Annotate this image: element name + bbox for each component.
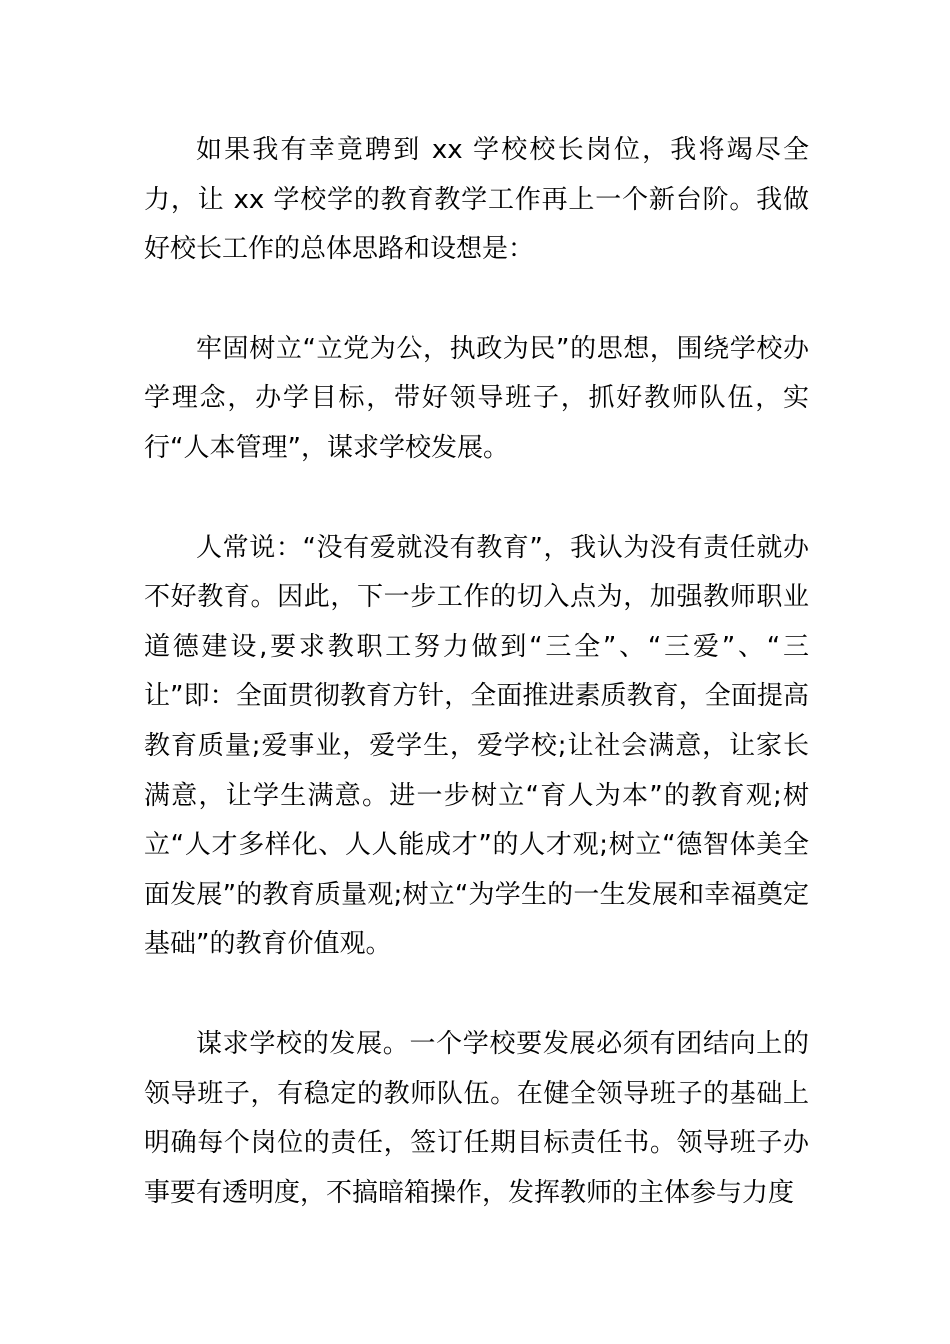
paragraph-intro: 如果我有幸竟聘到 xx 学校校长岗位，我将竭尽全力，让 xx 学校学的教育教学工作再上一个新台阶。我做好校长工作的总体思路和设想是： <box>144 135 809 265</box>
document-body <box>144 126 809 1268</box>
paragraph-ethics: 人常说：“没有爱就没有教育”，我认为没有责任就办不好教育。因此，下一步工作的切入点为，加强教师职业道德建设,要求教职工努力做到“三全”、“三爱”、“三让”即：全面贯彻教育方针，全面推进素质教育，全面提高教育质量;爱事业，爱学生，爱学校;让社会满意，让家长满意，让学生满意。进一步树立“育人为本”的教育观;树立“人才多样化、人人能成才”的人才观;树立“德智体美全面发展”的教育质量观;树立“为学生的一生发展和幸福奠定基础”的教育价值观。 <box>144 532 809 960</box>
paragraph-development: 谋求学校的发展。一个学校要发展必须有团结向上的领导班子，有稳定的教师队伍。在健全领导班子的基础上明确每个岗位的责任，签订任期目标责任书。领导班子办事要有透明度，不搞暗箱操作，发挥教师的主体参与力度 <box>144 1028 809 1208</box>
paragraph-ideology: 牢固树立“立党为公，执政为民”的思想，围绕学校办学理念，办学目标，带好领导班子，抓好教师队伍，实行“人本管理”，谋求学校发展。 <box>144 333 809 463</box>
